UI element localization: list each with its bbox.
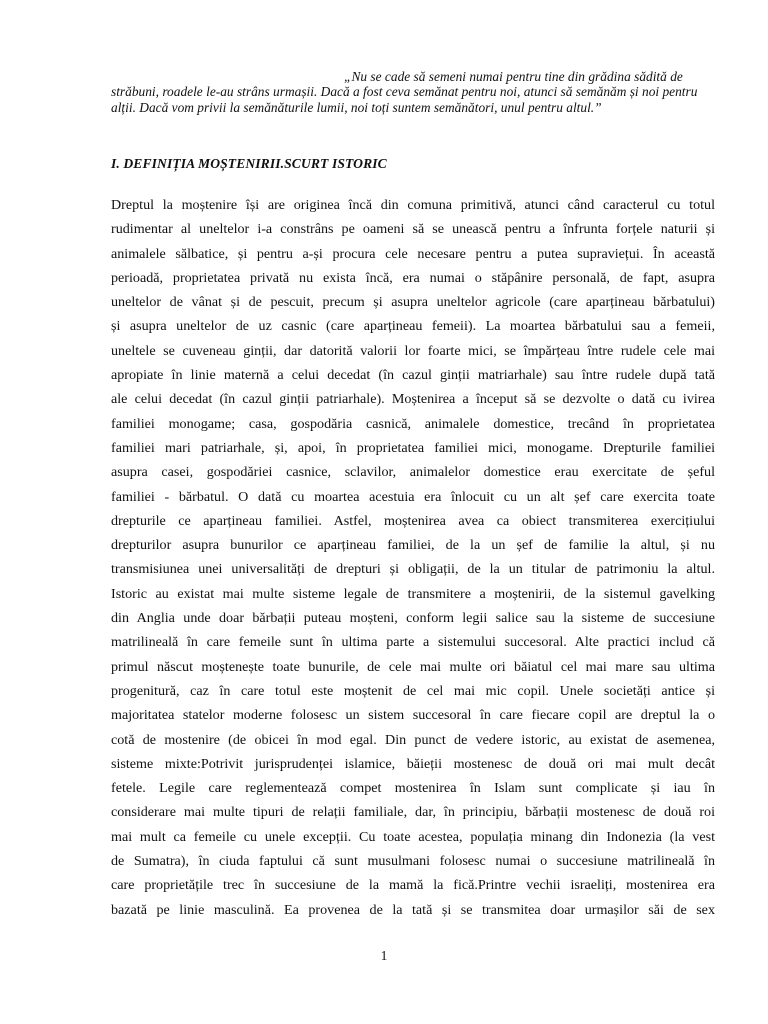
body-line: uneltelor de vânat și de pescuit, precum și asupra uneltelor agricole (care aparțineau bărbatului) [111,294,715,311]
body-line: bazată pe linie masculină. Ea provenea de la tată și se transmitea doar urmașilor săi de sex [111,901,715,918]
body-line: primul născut moștenește toate bunurile, de cele mai multe ori băiatul cel mai mare sau ultima [111,658,715,675]
body-line: transmisiunea unei universalități de drepturi și obligații, de la un titular de patrimoniu la altul. [111,561,715,578]
body-line: drepturile ce aparțineau familiei. Astfel, moștenirea avea ca obiect transmiterea exercițiului [111,512,715,529]
page-number: 1 [380,948,388,963]
body-line: și asupra uneltelor de uz casnic (care aparțineau femeii). La moartea bărbatului sau a femeii, [111,318,715,335]
body-line: uneltele se cuveneau ginții, dar datorită valorii lor foarte mici, se împărțeau între rudele cele mai [111,342,715,359]
body-line: rudimentar al uneltelor i-a constrâns pe oameni să se unească pentru a înfrunta forțele naturii și [111,221,715,238]
body-line: ale celui decedat (în cazul ginții patriarhale). Moștenirea a început să se dezvolte o dată cu ivirea [111,391,715,408]
body-line: familiei mari patriarhale, și, apoi, în proprietatea familiei mici, monogame. Drepturile familiei [111,439,715,456]
body-paragraph [111,193,715,922]
body-line: asupra casei, gospodăriei casnice, sclavilor, animalelor domestice erau exercitate de șeful [111,464,715,481]
body-line: progenitură, caz în care totul este moștenit de cel mai mic copil. Unele societăți antice și [111,682,715,699]
body-line: perioadă, proprietatea privată nu exista încă, era numai o stăpânire personală, de fapt, asupra [111,269,715,286]
body-line: cotă de mostenire (de obicei în mod egal. Din punct de vedere istoric, au existat de asemenea, [111,731,715,748]
epigraph-quote: „Nu se cade să semeni numai pentru tine din grădina sădită de străbuni, roadele le-au strâns urmașii. Dacă a fost ceva semănat pentru noi, atunci să semănăm și noi pentru alții. Dacă vom privii la semănăturile lumii, noi toți suntem semănători, unul pentru altul.” [111,69,698,115]
body-line: Istoric au existat mai multe sisteme legale de transmitere a moștenirii, de la sistemul gavelking [111,585,715,602]
body-line: care proprietățile trec în succesiune de la mamă la fică.Printre vechii israeliți, mostenirea era [111,877,715,894]
body-line: apropiate în linie maternă a celui decedat (în cazul ginții matriarhale) sau între rudele după tată [111,367,715,384]
body-line: din Anglia unde doar bărbații puteau moșteni, conform legii salice sau la sisteme de succesiune [111,610,715,627]
body-line: familiei monogame; casa, gospodăria casnică, animalele domestice, trecând în proprietatea [111,415,715,432]
body-line: fetele. Legile care reglementează compet mostenirea în Islam sunt complicate și iau în [111,780,715,797]
body-line: animalele sălbatice, și pentru a-și procura cele necesare pentru a putea supraviețui. În această [111,245,715,262]
body-line: Dreptul la moștenire își are originea încă din comuna primitivă, atunci când caracterul cu totul [111,197,715,213]
body-line: familiei - bărbatul. O dată cu moartea acestuia era înlocuit cu un alt șef care exercita toate [111,488,715,505]
body-line: de Sumatra), în ciuda faptului că sunt musulmani folosesc numai o succesiune matrilineală în [111,853,715,870]
body-line: mai mult ca femeile cu unele excepții. Cu toate acestea, populația minang din Indonezia (la vest [111,828,715,845]
body-line: considerare mai multe tipuri de relații familiale, dar, în principiu, bărbații mostenesc de două roi [111,804,715,821]
body-line: sisteme mixte:Potrivit jurisprudenței islamice, băieții mostenesc de două ori mai mult decât [111,755,715,772]
body-line: majoritatea statelor moderne folosesc un sistem succesoral în care fiecare copil are dreptul la o [111,707,715,724]
body-line: drepturilor asupra bunurilor ce aparțineau familiei, de la un șef de familie la altul, și nu [111,537,715,554]
section-heading: I. DEFINIȚIA MOȘTENIRII.SCURT ISTORIC [111,156,387,171]
body-line: matrilineală în care femeile sunt în ultima parte a sistemului succesoral. Alte practici includ că [111,634,715,651]
